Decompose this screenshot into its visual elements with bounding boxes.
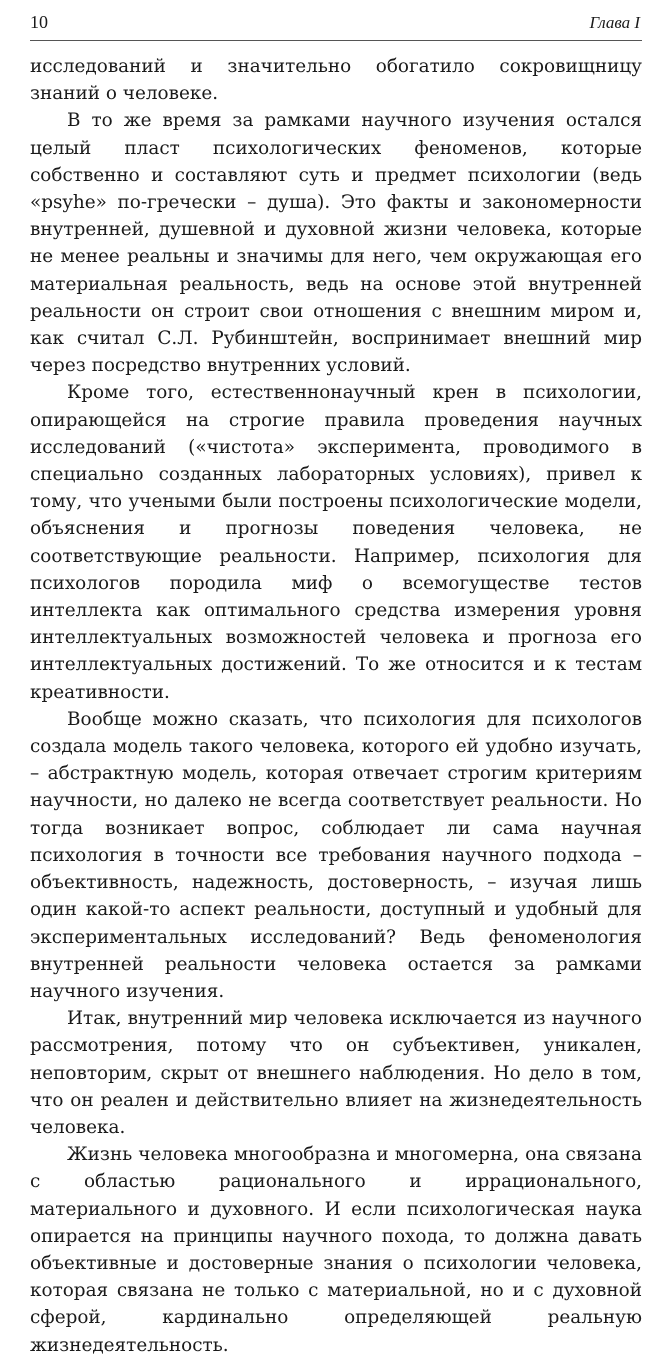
running-title: Глава I [589, 13, 640, 32]
page-header [30, 10, 642, 41]
paragraph-1: исследований и значительно обогатило сокровищницу знаний о человеке. [30, 56, 642, 105]
paragraph-4: Вообще можно сказать, что психология для психологов создала модель такого человека, которого ей удобно изучать, – абстрактную модель, которая отвечает строгим критериям научности, но далеко не всегда соответствует реальности. Но тогда возникает вопрос, соблюдает ли сама научная психология в точности все требования научного подхода – объективность, надежность, достоверность, – изучая лишь один какой-то аспект реальности, доступный и удобный для экспериментальных исследований? Ведь феноменология внутренней реальности человека остается за рамками научного изучения. [30, 708, 642, 1002]
paragraph-5: Итак, внутренний мир человека исключается из научного рассмотрения, потому что он субъективен, уникален, неповторим, скрыт от внешнего наблюдения. Но дело в том, что он реален и действительно влияет на жизнедеятельность человека. [30, 1008, 642, 1138]
body-text [30, 53, 642, 1359]
paragraph-3: Кроме того, естественнонаучный крен в психологии, опирающейся на строгие правила проведения научных исследований («чистота» эксперимента, проводимого в специально созданных лабораторных условиях), привел к тому, что учеными были построены психологические модели, объяснения и прогнозы поведения человека, не соответствующие реальности. Например, психология для психологов породила миф о всемогуществе тестов интеллекта как оптимального средства измерения уровня интеллектуальных возможностей человека и прогноза его интеллектуальных достижений. То же относится и к тестам креативности. [30, 382, 642, 703]
paragraph-2: В то же время за рамками научного изучения остался целый пласт психологических феноменов, которые собственно и составляют суть и предмет психологии (ведь «psyhe» по-гречески – душа). Это факты и закономерности внутренней, душевной и духовной жизни человека, которые не менее реальны и значимы для него, чем окружающая его материальная реальность, ведь на основе этой внутренней реальности он строит свои отношения с внешним миром и, как считал С.Л. Рубинштейн, воспринимает внешний мир через посредство внутренних условий. [30, 110, 642, 377]
page-number: 10 [30, 12, 48, 32]
paragraph-6: Жизнь человека многообразна и многомерна, она связана с областью рационального и иррационального, материального и духовного. И если психологическая наука опирается на принципы научного похода, то должна давать объективные и достоверные знания о психологии человека, которая связана не только с материальной, но и с духовной сферой, кардинально определяющей реальную жизнедеятельность. [30, 1144, 642, 1356]
